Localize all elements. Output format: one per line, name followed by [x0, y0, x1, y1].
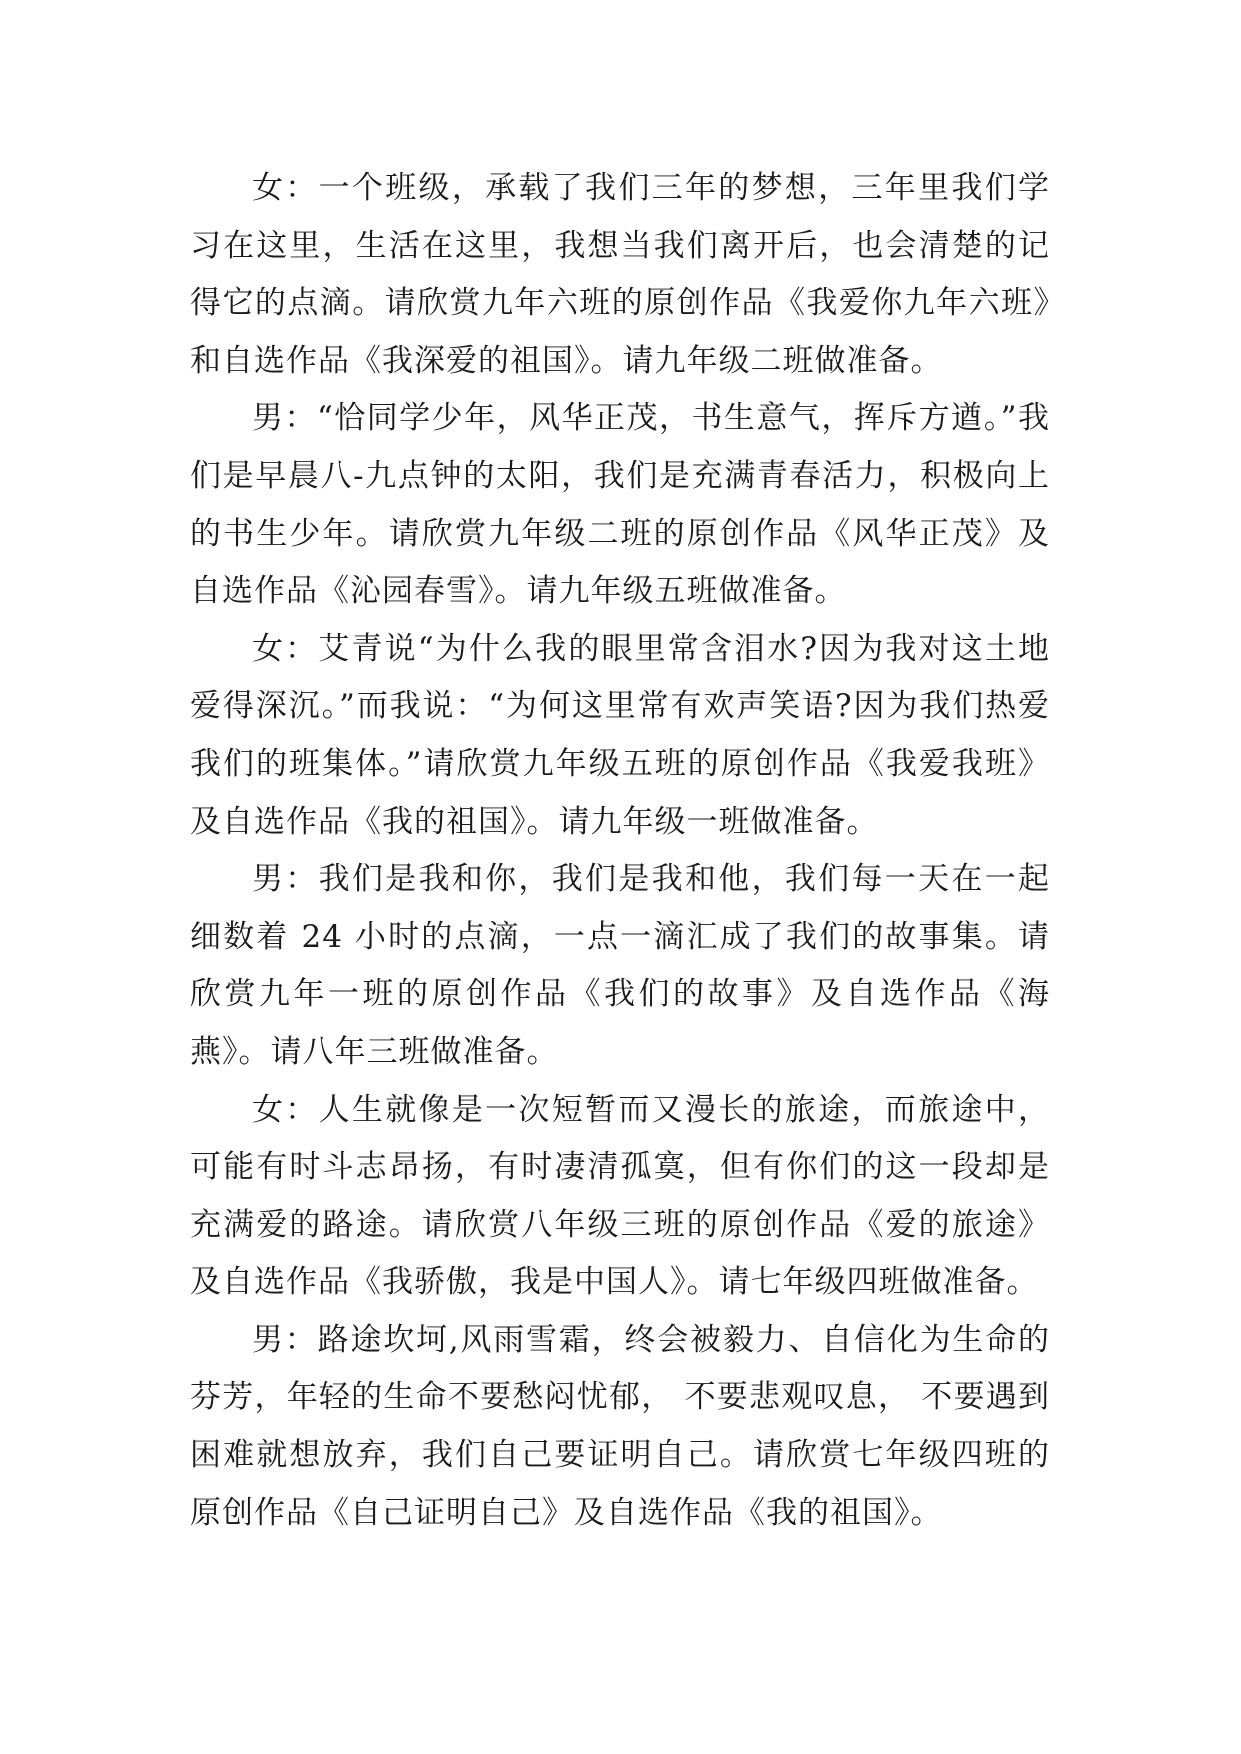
paragraph-male-class-9-2: 男：“恰同学少年，风华正茂，书生意气，挥斥方遒。”我们是早晨八-九点钟的太阳，我们是充满青春活力，积极向上的书生少年。请欣赏九年级二班的原创作品《风华正茂》及自选作品《沁园春雪》。请九年级五班做准备。 [190, 400, 1050, 610]
document-body [190, 160, 1050, 1542]
paragraph-female-class-8-3: 女：人生就像是一次短暂而又漫长的旅途，而旅途中，可能有时斗志昂扬，有时凄清孤寞，但有你们的这一段却是充满爱的路途。请欣赏八年级三班的原创作品《爱的旅途》及自选作品《我骄傲，我是中国人》。请七年级四班做准备。 [190, 1091, 1050, 1301]
paragraph-male-class-9-1: 男：我们是我和你，我们是我和他，我们每一天在一起细数着 24 小时的点滴，一点一滴汇成了我们的故事集。请欣赏九年一班的原创作品《我们的故事》及自选作品《海燕》。请八年三班做准备。 [190, 861, 1050, 1070]
paragraph-male-class-7-4: 男：路途坎坷,风雨雪霜，终会被毅力、自信化为生命的芬芳，年轻的生命不要愁闷忧郁， 不要悲观叹息， 不要遇到困难就想放弃，我们自己要证明自己。请欣赏七年级四班的原创作品《自己证明自己》及自选作品《我的祖国》。 [190, 1321, 1050, 1531]
paragraph-female-class-9-6: 女：一个班级，承载了我们三年的梦想，三年里我们学习在这里，生活在这里，我想当我们离开后，也会清楚的记得它的点滴。请欣赏九年六班的原创作品《我爱你九年六班》和自选作品《我深爱的祖国》。请九年级二班做准备。 [190, 170, 1050, 379]
paragraph-female-class-9-5: 女：艾青说“为什么我的眼里常含泪水?因为我对这土地爱得深沉。”而我说：“为何这里常有欢声笑语?因为我们热爱我们的班集体。”请欣赏九年级五班的原创作品《我爱我班》及自选作品《我的祖国》。请九年级一班做准备。 [190, 630, 1050, 840]
